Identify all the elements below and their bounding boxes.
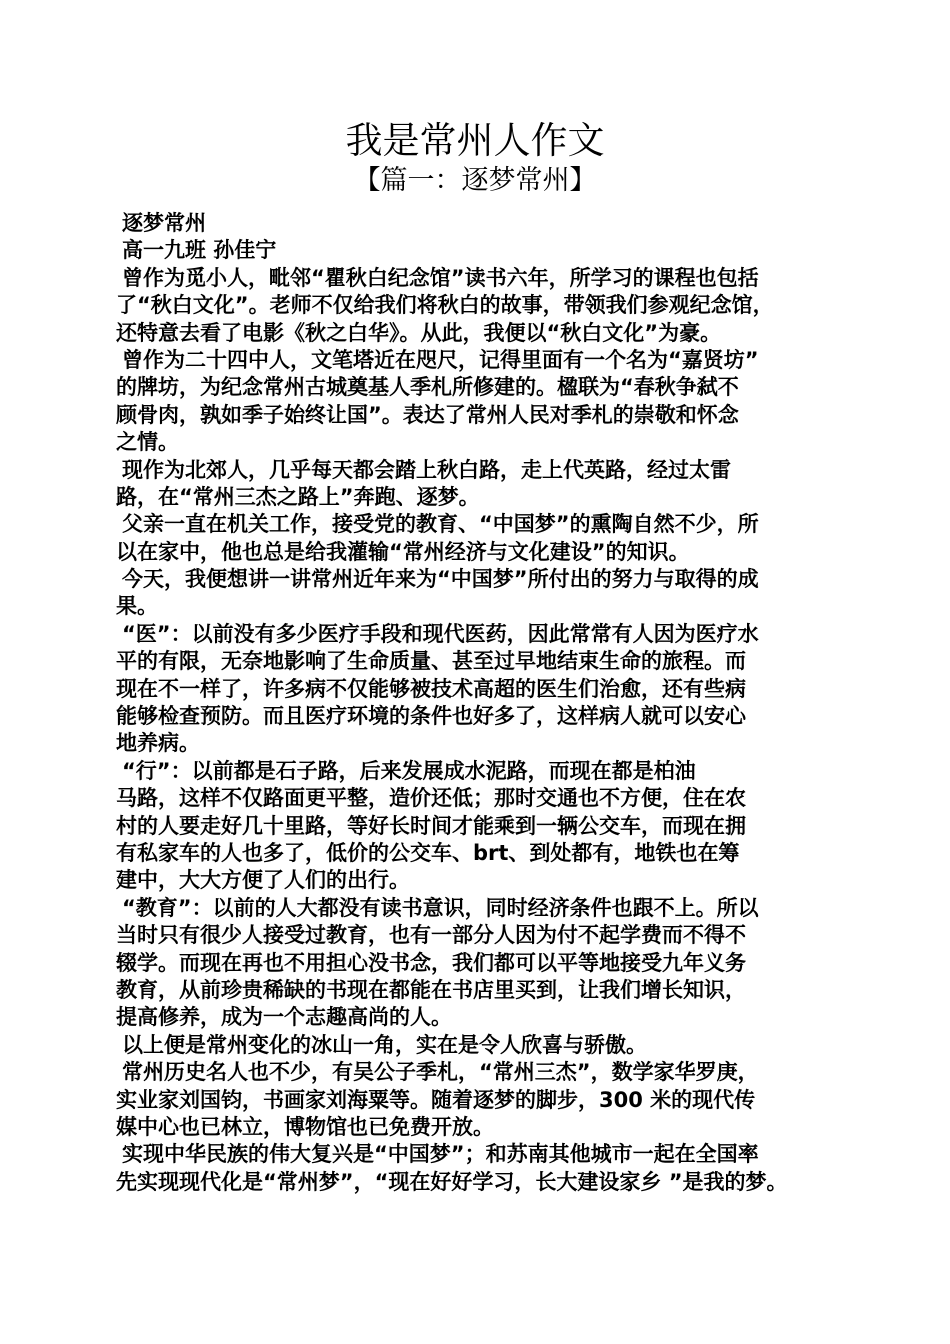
- essay-line: 父亲一直在机关工作，接受党的教育、“中国梦”的熏陶自然不少，所: [122, 512, 759, 537]
- essay-line: 教育，从前珍贵稀缺的书现在都能在书店里买到，让我们增长知识，: [116, 977, 746, 1002]
- essay-line: 路，在“常州三杰之路上”奔跑、逐梦。: [116, 484, 480, 509]
- essay-line: 当时只有很少人接受过教育，也有一部分人因为付不起学费而不得不: [116, 923, 746, 948]
- essay-line: 现在不一样了，许多病不仅能够被技术高超的医生们治愈，还有些病: [116, 676, 746, 701]
- document-title: 我是常州人作文: [345, 119, 605, 162]
- essay-line: 实业家刘国钧，书画家刘海粟等。随着逐梦的脚步，300 米的现代传: [116, 1087, 756, 1112]
- essay-line: “医”：以前没有多少医疗手段和现代医药，因此常常有人因为医疗水: [122, 621, 759, 646]
- essay-line: 媒中心也已林立，博物馆也已免费开放。: [116, 1114, 494, 1139]
- essay-line: 了“秋白文化”。老师不仅给我们将秋白的故事，带领我们参观纪念馆，: [116, 293, 774, 318]
- essay-line: 能够检查预防。而且医疗环境的条件也好多了，这样病人就可以安心: [116, 704, 746, 729]
- essay-line: 实现中华民族的伟大复兴是“中国梦”；和苏南其他城市一起在全国率: [122, 1142, 759, 1167]
- essay-line: 马路，这样不仅路面更平整，造价还低；那时交通也不方便，住在农: [116, 786, 746, 811]
- essay-line: 有私家车的人也多了，低价的公交车、brt、到处都有，地铁也在筹: [116, 840, 740, 865]
- essay-line: 先实现现代化是“常州梦”，“现在好好学习，长大建设家乡 ”是我的梦。: [116, 1169, 788, 1194]
- document-subtitle: 【篇一：逐梦常州】: [353, 165, 597, 196]
- essay-line: 之情。: [116, 430, 179, 455]
- essay-line: 曾作为二十四中人，文笔塔近在咫尺，记得里面有一个名为“嘉贤坊”: [122, 347, 759, 372]
- essay-line: 以在家中，他也总是给我灌输“常州经济与文化建设”的知识。: [116, 539, 690, 564]
- essay-line: 高一九班 孙佳宁: [122, 238, 277, 263]
- essay-line: 今天，我便想讲一讲常州近年来为“中国梦”所付出的努力与取得的成: [122, 567, 759, 592]
- essay-line: 地养病。: [116, 731, 200, 756]
- essay-line: 的牌坊，为纪念常州古城奠基人季札所修建的。楹联为“春秋争弑不: [116, 375, 739, 400]
- essay-line: 果。: [116, 594, 158, 619]
- essay-body: [116, 210, 840, 1196]
- essay-line: 现作为北郊人，几乎每天都会踏上秋白路，走上代英路，经过太雷: [122, 457, 731, 482]
- essay-line: 还特意去看了电影《秋之白华》。从此，我便以“秋白文化”为豪。: [116, 320, 722, 345]
- essay-line: 顾骨肉，孰如季子始终让国”。表达了常州人民对季札的崇敬和怀念: [116, 402, 739, 427]
- essay-line: 辍学。而现在再也不用担心没书念，我们都可以平等地接受九年义务: [116, 950, 746, 975]
- essay-line: 逐梦常州: [122, 211, 206, 235]
- essay-line: 建中，大大方便了人们的出行。: [116, 868, 410, 893]
- essay-line: “教育”：以前的人大都没有读书意识，同时经济条件也跟不上。所以: [122, 895, 759, 920]
- essay-line: 常州历史名人也不少，有吴公子季札，“常州三杰”，数学家华罗庚，: [122, 1060, 759, 1085]
- essay-line: 村的人要走好几十里路，等好长时间才能乘到一辆公交车，而现在拥: [116, 813, 746, 838]
- essay-line: 平的有限，无奈地影响了生命质量、甚至过早地结束生命的旅程。而: [116, 649, 746, 674]
- essay-line: 提高修养，成为一个志趣高尚的人。: [116, 1005, 452, 1030]
- essay-line: 曾作为觅小人，毗邻“瞿秋白纪念馆”读书六年，所学习的课程也包括: [122, 265, 759, 290]
- essay-line: 以上便是常州变化的冰山一角，实在是令人欣喜与骄傲。: [122, 1032, 647, 1057]
- essay-line: “行”：以前都是石子路，后来发展成水泥路，而现在都是柏油: [122, 758, 696, 783]
